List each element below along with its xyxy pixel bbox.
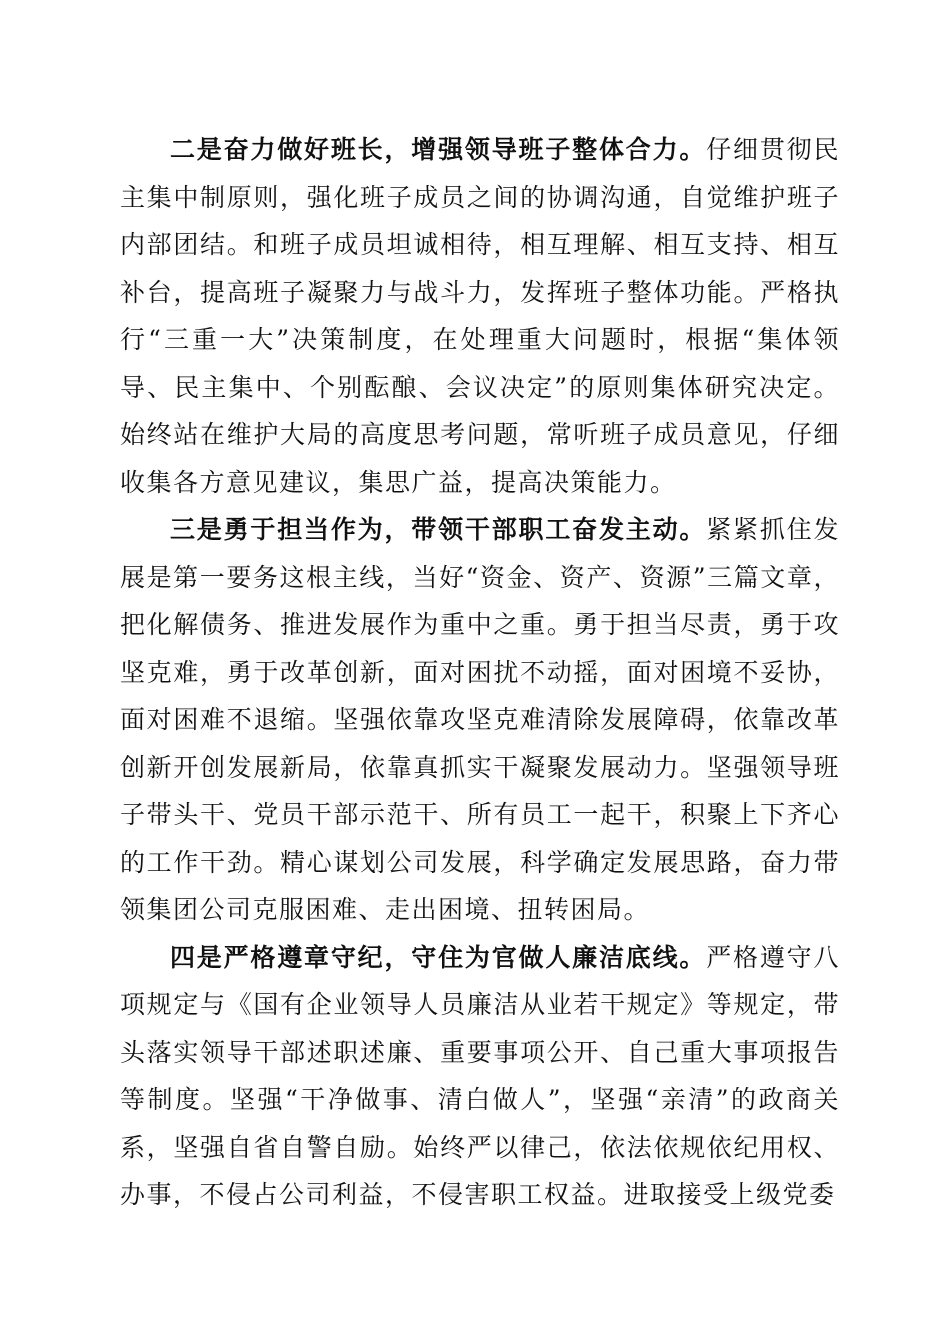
paragraph-3: [120, 506, 840, 934]
paragraph-2-body: 仔细贯彻民主集中制原则，强化班子成员之间的协调沟通，自觉维护班子内部团结。和班子成员坦诚相待，相互理解、相互支持、相互补台，提高班子凝聚力与战斗力，发挥班子整体功能。严格执行“三重一大”决策制度，在处理重大问题时，根据“集体领导、民主集中、个别酝酿、会议决定”的原则集体研究决定。始终站在维护大局的高度思考问题，常听班子成员意见，仔细收集各方意见建议，集思广益，提高决策能力。: [120, 135, 840, 497]
paragraph-4: [120, 934, 840, 1219]
paragraph-2: [120, 126, 840, 506]
paragraph-3-heading: 三是勇于担当作为，带领干部职工奋发主动。: [170, 515, 707, 544]
paragraph-2-heading: 二是奋力做好班长，增强领导班子整体合力。: [170, 135, 707, 164]
paragraph-4-heading: 四是严格遵章守纪，守住为官做人廉洁底线。: [170, 942, 707, 972]
document-page: [120, 126, 840, 1219]
paragraph-3-body: 紧紧抓住发展是第一要务这根主线，当好“资金、资产、资源”三篇文章，把化解债务、推进发展作为重中之重。勇于担当尽责，勇于攻坚克难，勇于改革创新，面对困扰不动摇，面对困境不妥协，面对困难不退缩。坚强依靠攻坚克难清除发展障碍，依靠改革创新开创发展新局，依靠真抓实干凝聚发展动力。坚强领导班子带头干、党员干部示范干、所有员工一起干，积聚上下齐心的工作干劲。精心谋划公司发展，科学确定发展思路，奋力带领集团公司克服困难、走出困境、扭转困局。: [120, 515, 840, 924]
paragraph-4-body: 严格遵守八项规定与《国有企业领导人员廉洁从业若干规定》等规定，带头落实领导干部述职述廉、重要事项公开、自己重大事项报告等制度。坚强“干净做事、清白做人”，坚强“亲清”的政商关系，坚强自省自警自励。始终严以律己，依法依规依纪用权、办事，不侵占公司利益，不侵害职工权益。进取接受上级党委: [120, 942, 840, 1209]
